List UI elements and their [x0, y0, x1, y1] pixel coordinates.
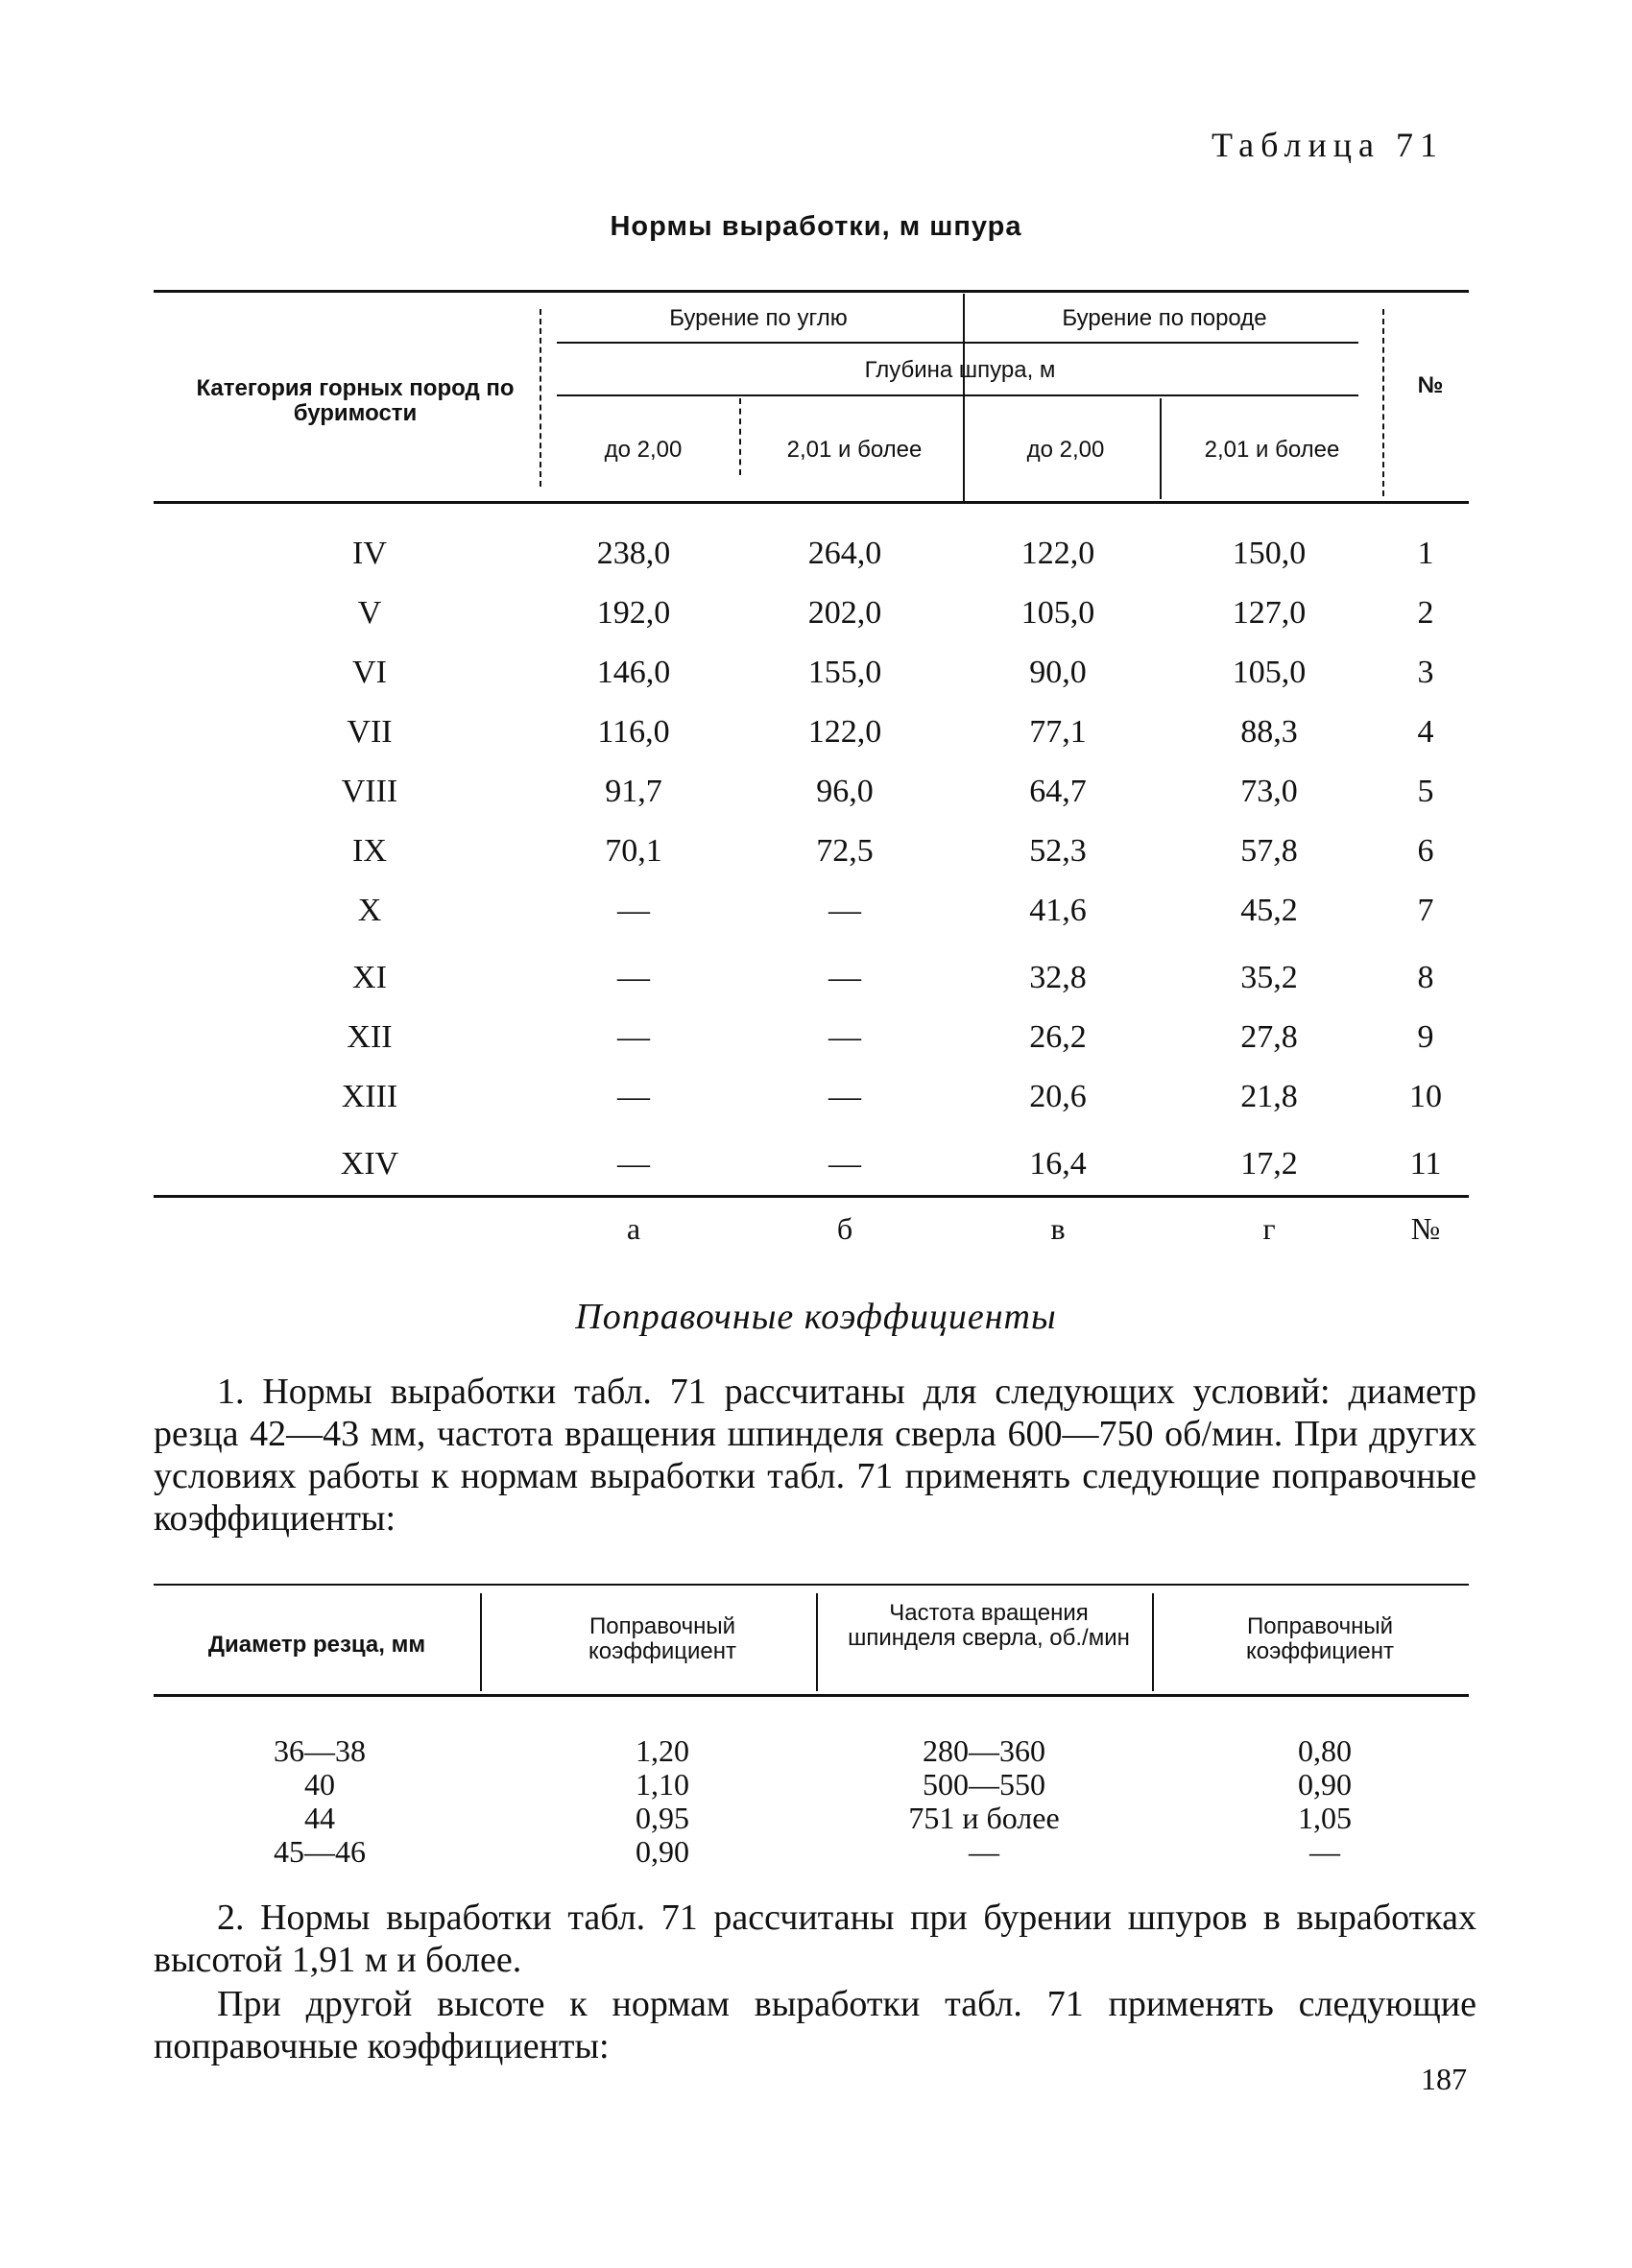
table-cell-v: 16,4 — [1029, 1146, 1087, 1182]
header-category: Категория горных пород по буримости — [196, 375, 515, 426]
header-depth: Глубина шпура, м — [864, 357, 1056, 383]
table-cell-a: 91,7 — [605, 774, 662, 809]
table-cell-a: — — [617, 893, 650, 928]
page-number: 187 — [1421, 2062, 1467, 2096]
paragraph-3-text: При другой высоте к нормам выработки табл. 71 применять следующие поправочные коэффициенты: — [154, 1984, 1476, 2066]
coef-cell-coef-1: 0,90 — [636, 1834, 689, 1869]
table-cell-b: 72,5 — [816, 833, 874, 869]
table-cell-a: — — [617, 1079, 650, 1114]
coef-cell-coef-2: 0,80 — [1298, 1733, 1352, 1768]
table-row-category: V — [357, 595, 382, 631]
header-rock-to2: до 2,00 — [1026, 437, 1105, 463]
coef-table-header-rule — [154, 1694, 1469, 1697]
table-row-category: VIII — [341, 774, 398, 809]
table-cell-a: 70,1 — [605, 833, 662, 869]
table-cell-num: 2 — [1417, 595, 1434, 631]
table-row-category: VII — [347, 714, 393, 750]
table-cell-v: 32,8 — [1029, 960, 1087, 995]
coef-cell-diameter: 40 — [304, 1767, 335, 1802]
table-cell-num: 10 — [1409, 1079, 1442, 1114]
table-cell-num: 5 — [1417, 774, 1434, 809]
table-cell-v: 90,0 — [1029, 655, 1087, 690]
coef-cell-coef-2: — — [1309, 1834, 1340, 1869]
table-cell-g: 150,0 — [1232, 536, 1307, 571]
table-cell-a: 146,0 — [596, 655, 671, 690]
table-label: Таблица 71 — [1212, 126, 1444, 164]
table-row-category: XII — [347, 1019, 393, 1055]
table-cell-g: 73,0 — [1240, 774, 1298, 809]
table-cell-num: 1 — [1417, 536, 1434, 571]
coef-divider-1 — [480, 1593, 482, 1691]
header-rock-201: 2,01 и более — [1204, 437, 1340, 463]
table-cell-g: 105,0 — [1232, 655, 1307, 690]
table-cell-num: 6 — [1417, 833, 1434, 869]
header-rock-group: Бурение по породе — [1062, 305, 1267, 331]
table-cell-b: 96,0 — [816, 774, 874, 809]
table-cell-v: 52,3 — [1029, 833, 1087, 869]
table-cell-b: — — [828, 1079, 861, 1114]
paragraph-2-text: 2. Нормы выработки табл. 71 рассчитаны при бурении шпуров в выработках высотой 1,91 м и более. — [154, 1898, 1476, 1980]
header-coal-201: 2,01 и более — [786, 437, 923, 463]
table-cell-a: — — [617, 1146, 650, 1182]
table-cell-g: 27,8 — [1240, 1019, 1298, 1055]
table-row-category: VI — [352, 655, 387, 690]
table-cell-v: 64,7 — [1029, 774, 1087, 809]
table-cell-b: — — [828, 1019, 861, 1055]
paragraph-1-text: 1. Нормы выработки табл. 71 рассчитаны для следующих условий: диаметр резца 42—43 мм, частота вращения шпинделя сверла 600—750 об/мин. При других условиях работы к нормам выработки табл. 71 применять следующие поправочные коэффициенты: — [154, 1372, 1476, 1539]
header-num: № — [1417, 372, 1444, 398]
header-rule-2 — [557, 394, 1358, 396]
table-cell-v: 41,6 — [1029, 893, 1087, 928]
table-cell-g: 88,3 — [1240, 714, 1298, 750]
table-cell-g: 45,2 — [1240, 893, 1298, 928]
table-cell-b: 264,0 — [807, 536, 882, 571]
table-cell-a: 116,0 — [597, 714, 670, 750]
table-cell-num: 11 — [1409, 1146, 1442, 1182]
table-row-category: X — [357, 893, 382, 928]
table-row-category: XIII — [341, 1079, 398, 1114]
table-cell-v: 20,6 — [1029, 1079, 1087, 1114]
table-cell-g: 35,2 — [1240, 960, 1298, 995]
footer-col-g: г — [1262, 1211, 1276, 1246]
table-row-category: IV — [352, 536, 387, 571]
table-cell-a: — — [617, 960, 650, 995]
table-cell-a: 192,0 — [596, 595, 671, 631]
table-row-category: XIV — [340, 1146, 399, 1182]
coef-cell-speed: 751 и более — [908, 1801, 1060, 1835]
coef-cell-speed: 280—360 — [923, 1733, 1045, 1768]
coef-cell-coef-1: 1,10 — [636, 1767, 689, 1802]
coef-cell-coef-1: 0,95 — [636, 1801, 689, 1835]
table-cell-b: — — [828, 1146, 861, 1182]
table-cell-b: 122,0 — [807, 714, 882, 750]
table-cell-a: — — [617, 1019, 650, 1055]
table-row-category: XI — [352, 960, 387, 995]
coef-cell-coef-2: 1,05 — [1298, 1801, 1352, 1835]
table-top-rule — [154, 290, 1469, 293]
table-cell-v: 26,2 — [1029, 1019, 1087, 1055]
coef-header-coef-1: Поправочный коэффициент — [588, 1613, 736, 1664]
header-coal-group: Бурение по углю — [669, 305, 848, 331]
table-cell-num: 8 — [1417, 960, 1434, 995]
table-row-category: IX — [352, 833, 387, 869]
table-cell-b: 155,0 — [807, 655, 882, 690]
coef-table-top-rule — [154, 1584, 1469, 1586]
paragraph-1 — [154, 1371, 1476, 1540]
table-title: Нормы выработки, м шпура — [610, 211, 1022, 242]
table-cell-b: — — [828, 893, 861, 928]
header-divider-groups — [963, 294, 965, 502]
table-cell-v: 122,0 — [1020, 536, 1095, 571]
footer-col-a: а — [626, 1211, 641, 1246]
coef-cell-diameter: 44 — [304, 1801, 335, 1835]
coef-cell-coef-1: 1,20 — [636, 1733, 689, 1768]
header-divider-num — [1382, 309, 1384, 496]
header-divider-category — [540, 309, 541, 487]
coef-cell-speed: 500—550 — [923, 1767, 1045, 1802]
body-bottom-rule — [154, 1195, 1469, 1198]
footer-col-v: в — [1050, 1211, 1066, 1246]
footer-col-b: б — [836, 1211, 853, 1246]
paragraph-2 — [154, 1897, 1476, 1981]
coef-header-coef-2: Поправочный коэффициент — [1245, 1613, 1394, 1664]
header-rule-1 — [557, 342, 1358, 344]
coef-cell-speed: — — [969, 1834, 999, 1869]
header-bottom-rule — [154, 501, 1469, 504]
coef-divider-2 — [816, 1593, 818, 1691]
header-coal-to2: до 2,00 — [604, 437, 683, 463]
table-cell-num: 4 — [1417, 714, 1434, 750]
table-cell-g: 17,2 — [1240, 1146, 1298, 1182]
paragraph-3 — [154, 1983, 1476, 2067]
table-cell-num: 7 — [1417, 893, 1434, 928]
table-cell-g: 21,8 — [1240, 1079, 1298, 1114]
table-cell-v: 77,1 — [1029, 714, 1087, 750]
coef-divider-3 — [1152, 1593, 1154, 1691]
table-cell-g: 57,8 — [1240, 833, 1298, 869]
table-cell-b: 202,0 — [807, 595, 882, 631]
coef-cell-coef-2: 0,90 — [1298, 1767, 1352, 1802]
table-cell-b: — — [828, 960, 861, 995]
coef-cell-diameter: 36—38 — [274, 1733, 366, 1768]
footer-col-num: № — [1410, 1211, 1441, 1246]
coef-cell-diameter: 45—46 — [274, 1834, 366, 1869]
table-cell-v: 105,0 — [1020, 595, 1095, 631]
coef-header-diameter: Диаметр резца, мм — [207, 1632, 426, 1658]
coef-header-speed: Частота вращения шпинделя сверла, об./мин — [848, 1600, 1130, 1651]
table-cell-g: 127,0 — [1232, 595, 1307, 631]
header-divider-coal — [739, 398, 741, 475]
table-cell-num: 3 — [1417, 655, 1434, 690]
coefficients-heading: Поправочные коэффициенты — [575, 1297, 1057, 1337]
table-cell-num: 9 — [1417, 1019, 1434, 1055]
table-cell-a: 238,0 — [596, 536, 671, 571]
